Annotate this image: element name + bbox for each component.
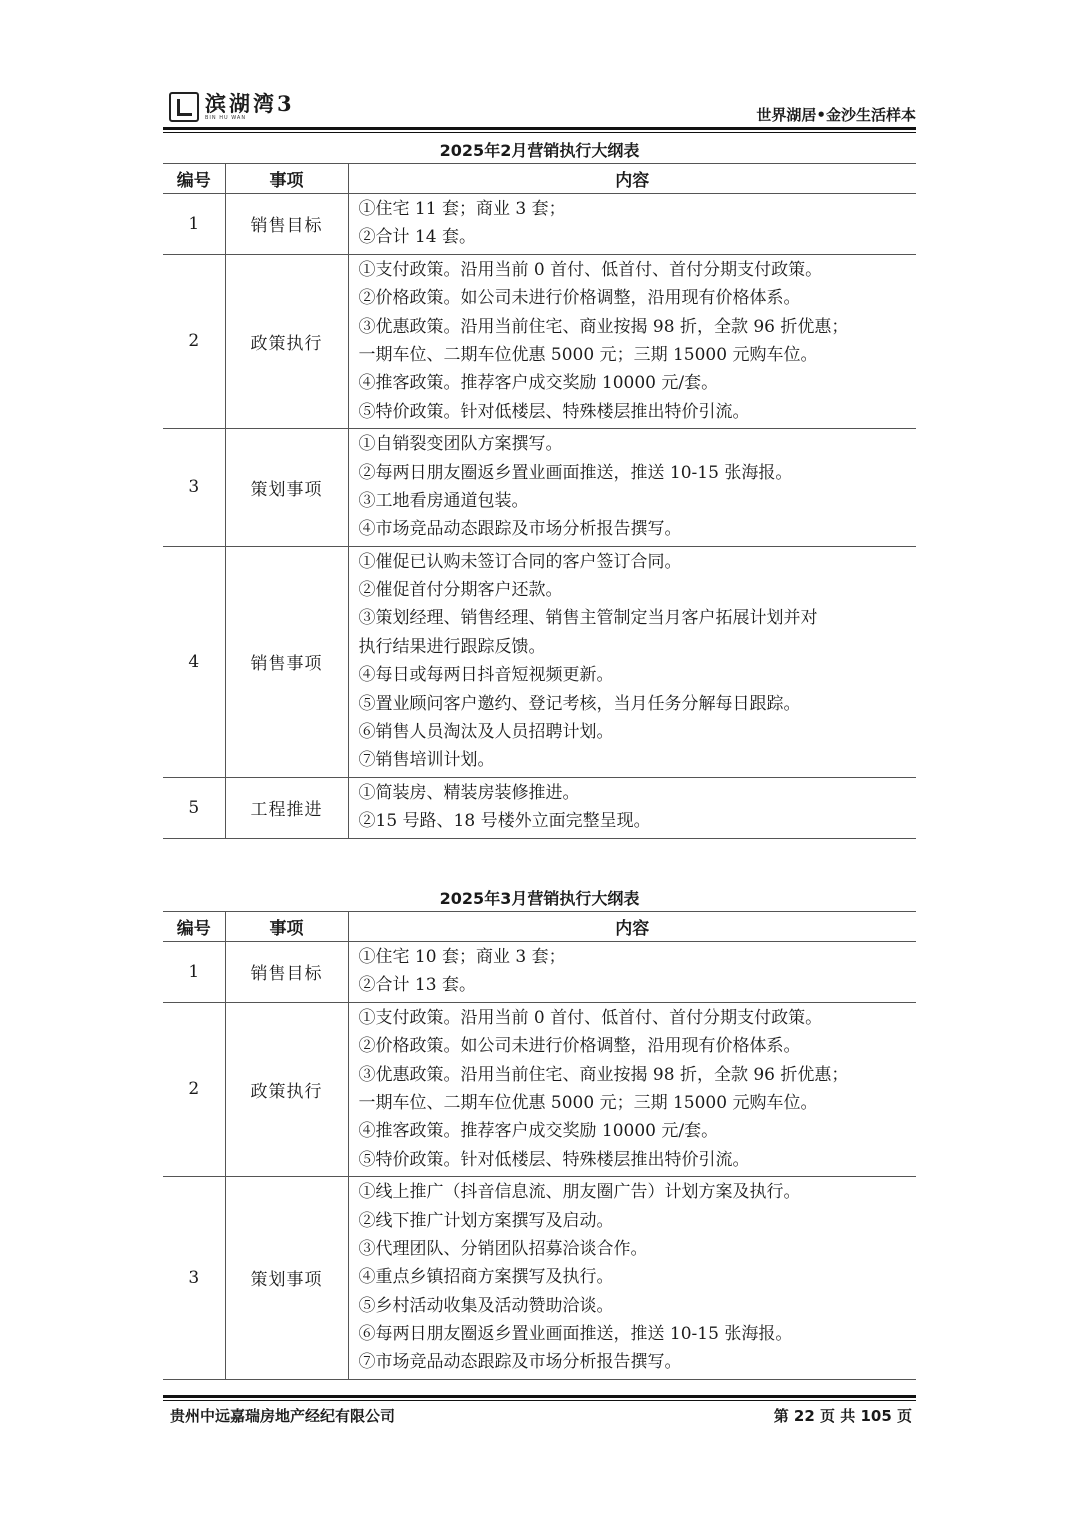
table-row: [163, 1177, 916, 1380]
row-number: 1: [163, 194, 225, 255]
content-line: ⑥销售人员淘汰及人员招聘计划。: [358, 722, 614, 743]
content-line: 一期车位、二期车位优惠 5000 元；三期 15000 元购车位。: [358, 1092, 818, 1113]
page-header: [163, 88, 916, 128]
content-line: ①催促已认购未签订合同的客户签订合同。: [358, 551, 682, 572]
table-row: [163, 429, 916, 547]
content-line: ④推客政策。推荐客户成交奖励 10000 元/套。: [358, 373, 719, 394]
logo-name: 滨湖湾: [205, 91, 277, 116]
plan-table-february: [163, 163, 916, 839]
row-number: 5: [163, 777, 225, 838]
table-row: [163, 1002, 916, 1176]
row-item: 销售目标: [225, 194, 348, 255]
content-line: ①简装房、精装房装修推进。: [358, 782, 580, 803]
content-line: ③优惠政策。沿用当前住宅、商业按揭 98 折，全款 96 折优惠；: [358, 316, 849, 337]
content-line: ②价格政策。如公司未进行价格调整，沿用现有价格体系。: [358, 288, 801, 309]
row-item: 政策执行: [225, 1002, 348, 1176]
row-number: 3: [163, 429, 225, 547]
plan-table-march: [163, 911, 916, 1380]
row-item: 政策执行: [225, 254, 348, 428]
row-content: [348, 942, 916, 1003]
content-line: ②催促首付分期客户还款。: [358, 580, 563, 601]
table-row: [163, 942, 916, 1003]
content-line: ①支付政策。沿用当前 0 首付、低首付、首付分期支付政策。: [358, 1007, 823, 1028]
header-divider: [163, 127, 916, 130]
row-number: 4: [163, 546, 225, 777]
row-content: [348, 777, 916, 838]
row-item: 策划事项: [225, 429, 348, 547]
header-number: 编号: [163, 912, 225, 942]
content-line: ①支付政策。沿用当前 0 首付、低首付、首付分期支付政策。: [358, 259, 823, 280]
row-content: [348, 254, 916, 428]
content-line: ⑤置业顾问客户邀约、登记考核，当月任务分解每日跟踪。: [358, 693, 801, 714]
header-item: 事项: [225, 164, 348, 194]
content-line: ②每两日朋友圈返乡置业画面推送，推送 10-15 张海报。: [358, 462, 793, 483]
content-line: ④每日或每两日抖音短视频更新。: [358, 665, 614, 686]
logo-suffix: 3: [277, 91, 295, 116]
footer-divider: [163, 1395, 916, 1398]
content-line: ②线下推广计划方案撰写及启动。: [358, 1210, 614, 1231]
row-number: 1: [163, 942, 225, 1003]
row-item: 销售目标: [225, 942, 348, 1003]
row-content: [348, 194, 916, 255]
header-number: 编号: [163, 164, 225, 194]
table-title-march: 2025年3月营销执行大纲表: [439, 889, 640, 908]
logo-mark-icon: [169, 92, 199, 122]
footer-company: 贵州中远嘉瑞房地产经纪有限公司: [170, 1407, 396, 1425]
content-line: ⑦市场竞品动态跟踪及市场分析报告撰写。: [358, 1352, 682, 1373]
content-line: ②合计 14 套。: [358, 227, 476, 248]
table-row: [163, 194, 916, 255]
content-line: ⑤特价政策。针对低楼层、特殊楼层推出特价引流。: [358, 1149, 750, 1170]
content-line: 一期车位、二期车位优惠 5000 元；三期 15000 元购车位。: [358, 344, 818, 365]
content-line: ⑤特价政策。针对低楼层、特殊楼层推出特价引流。: [358, 401, 750, 422]
content-line: ③策划经理、销售经理、销售主管制定当月客户拓展计划并对: [358, 608, 818, 629]
row-content: [348, 1177, 916, 1380]
content-line: ②价格政策。如公司未进行价格调整，沿用现有价格体系。: [358, 1036, 801, 1057]
row-number: 3: [163, 1177, 225, 1380]
header-slogan: 世界湖居•金沙生活样本: [756, 106, 916, 124]
content-line: ④推客政策。推荐客户成交奖励 10000 元/套。: [358, 1121, 719, 1142]
content-line: ①自销裂变团队方案撰写。: [358, 434, 563, 455]
content-line: ②合计 13 套。: [358, 975, 476, 996]
company-logo: [169, 92, 295, 122]
content-line: ①线上推广（抖音信息流、朋友圈广告）计划方案及执行。: [358, 1182, 801, 1203]
header-content: 内容: [348, 912, 916, 942]
content-line: ④市场竞品动态跟踪及市场分析报告撰写。: [358, 519, 682, 540]
row-item: 策划事项: [225, 1177, 348, 1380]
content-line: ③工地看房通道包装。: [358, 490, 529, 511]
row-content: [348, 1002, 916, 1176]
table-title-february: 2025年2月营销执行大纲表: [439, 141, 640, 160]
row-content: [348, 546, 916, 777]
logo-subtitle: BIN HU WAN: [205, 115, 247, 121]
row-number: 2: [163, 1002, 225, 1176]
content-line: ⑦销售培训计划。: [358, 750, 495, 771]
footer-divider-thin: [163, 1400, 916, 1401]
row-number: 2: [163, 254, 225, 428]
row-item: 销售事项: [225, 546, 348, 777]
content-line: ⑥每两日朋友圈返乡置业画面推送，推送 10-15 张海报。: [358, 1324, 793, 1345]
content-line: ④重点乡镇招商方案撰写及执行。: [358, 1267, 614, 1288]
table-row: [163, 254, 916, 428]
table-row: [163, 546, 916, 777]
content-line: ①住宅 11 套；商业 3 套；: [358, 199, 566, 219]
footer-page-number: 第 22 页 共 105 页: [773, 1407, 912, 1425]
header-divider-thin: [163, 132, 916, 133]
content-line: ⑤乡村活动收集及活动赞助洽谈。: [358, 1295, 614, 1316]
content-line: ②15 号路、18 号楼外立面完整呈现。: [358, 811, 651, 832]
row-content: [348, 429, 916, 547]
header-content: 内容: [348, 164, 916, 194]
content-line: ③优惠政策。沿用当前住宅、商业按揭 98 折，全款 96 折优惠；: [358, 1064, 849, 1085]
content-line: ③代理团队、分销团队招募洽谈合作。: [358, 1238, 648, 1259]
content-line: 执行结果进行跟踪反馈。: [358, 636, 546, 657]
content-line: ①住宅 10 套；商业 3 套；: [358, 947, 566, 967]
row-item: 工程推进: [225, 777, 348, 838]
table-row: [163, 777, 916, 838]
header-item: 事项: [225, 912, 348, 942]
